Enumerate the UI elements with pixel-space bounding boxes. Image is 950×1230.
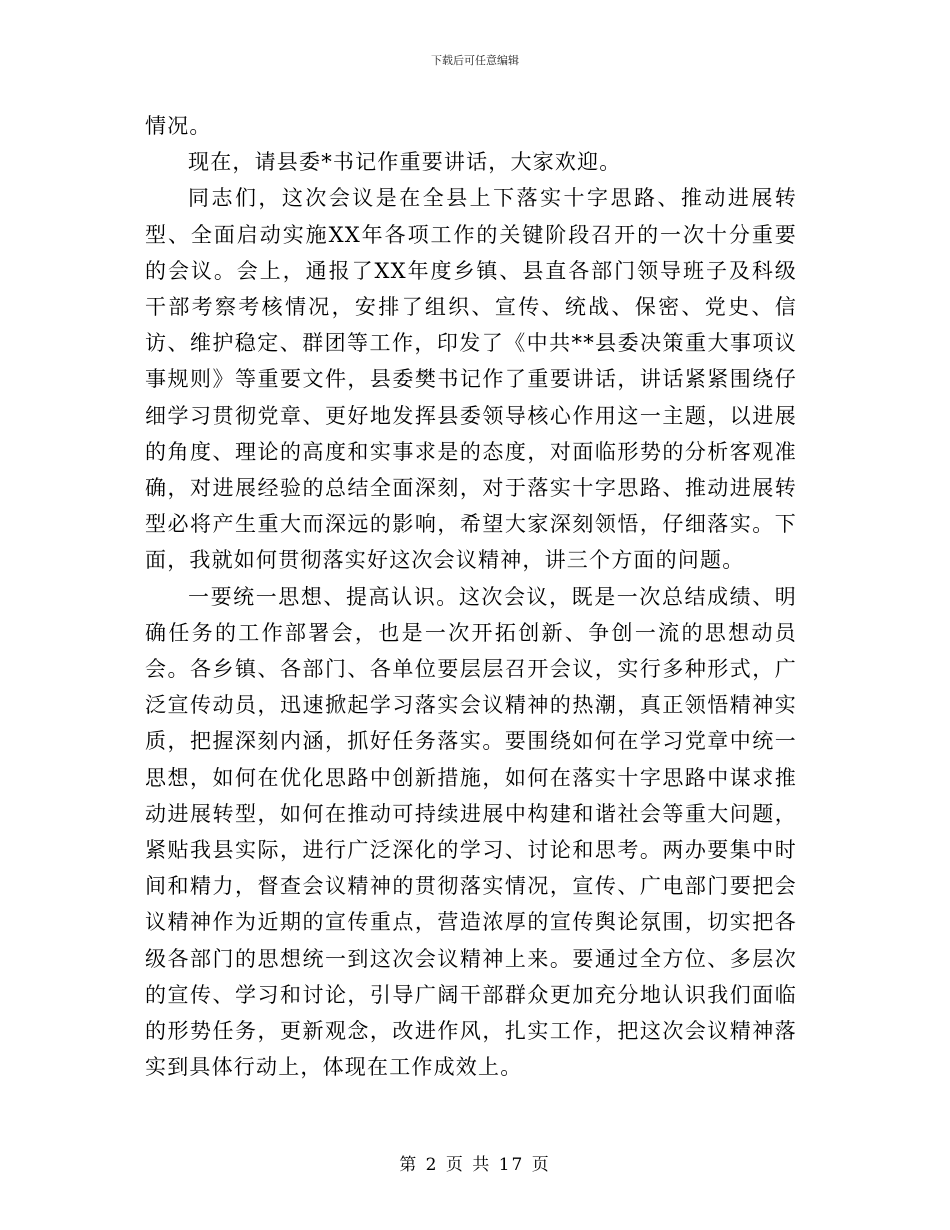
document-body (145, 108, 797, 1085)
paragraph: 情况。 (145, 114, 212, 138)
header-note: 下载后可任意编辑 (431, 54, 519, 67)
paragraph: 一要统一思想、提高认识。这次会议，既是一次总结成绩、明确任务的工作部署会，也是一次开拓创新、争创一流的思想动员会。各乡镇、各部门、各单位要层层召开会议，实行多种形式，广泛宣传动员，迅速掀起学习落实会议精神的热潮，真正领悟精神实质，把握深刻内涵，抓好任务落实。要围绕如何在学习党章中统一思想，如何在优化思路中创新措施，如何在落实十字思路中谋求推动进展转型，如何在推动可持续进展中构建和谐社会等重大问题，紧贴我县实际，进行广泛深化的学习、讨论和思考。两办要集中时间和精力，督查会议精神的贯彻落实情况，宣传、广电部门要把会议精神作为近期的宣传重点，营造浓厚的宣传舆论氛围，切实把各级各部门的思想统一到这次会议精神上来。要通过全方位、多层次的宣传、学习和讨论，引导广阔干部群众更加充分地认识我们面临的形势任务，更新观念，改进作风，扎实工作，把这次会议精神落实到具体行动上，体现在工作成效上。 (145, 584, 797, 1080)
page-number-footer: 第 2 页 共 17 页 (399, 1155, 551, 1175)
paragraph: 现在，请县委*书记作重要讲话，大家欢迎。 (188, 150, 622, 175)
paragraph: 同志们，这次会议是在全县上下落实十字思路、推动进展转型、全面启动实施XX年各项工作的关键阶段召开的一次十分重要的会议。会上，通报了XX年度乡镇、县直各部门领导班子及科级干部考察考核情况，安排了组织、宣传、统战、保密、党史、信访、维护稳定、群团等工作，印发了《中共**县委决策重大事项议事规则》等重要文件，县委樊书记作了重要讲话，讲话紧紧围绕仔细学习贯彻党章、更好地发挥县委领导核心作用这一主题，以进展的角度、理论的高度和实事求是的态度，对面临形势的分析客观准确，对进展经验的总结全面深刻，对于落实十字思路、推动进展转型必将产生重大而深远的影响，希望大家深刻领悟，仔细落实。下面，我就如何贯彻落实好这次会议精神，讲三个方面的问题。 (145, 186, 797, 573)
